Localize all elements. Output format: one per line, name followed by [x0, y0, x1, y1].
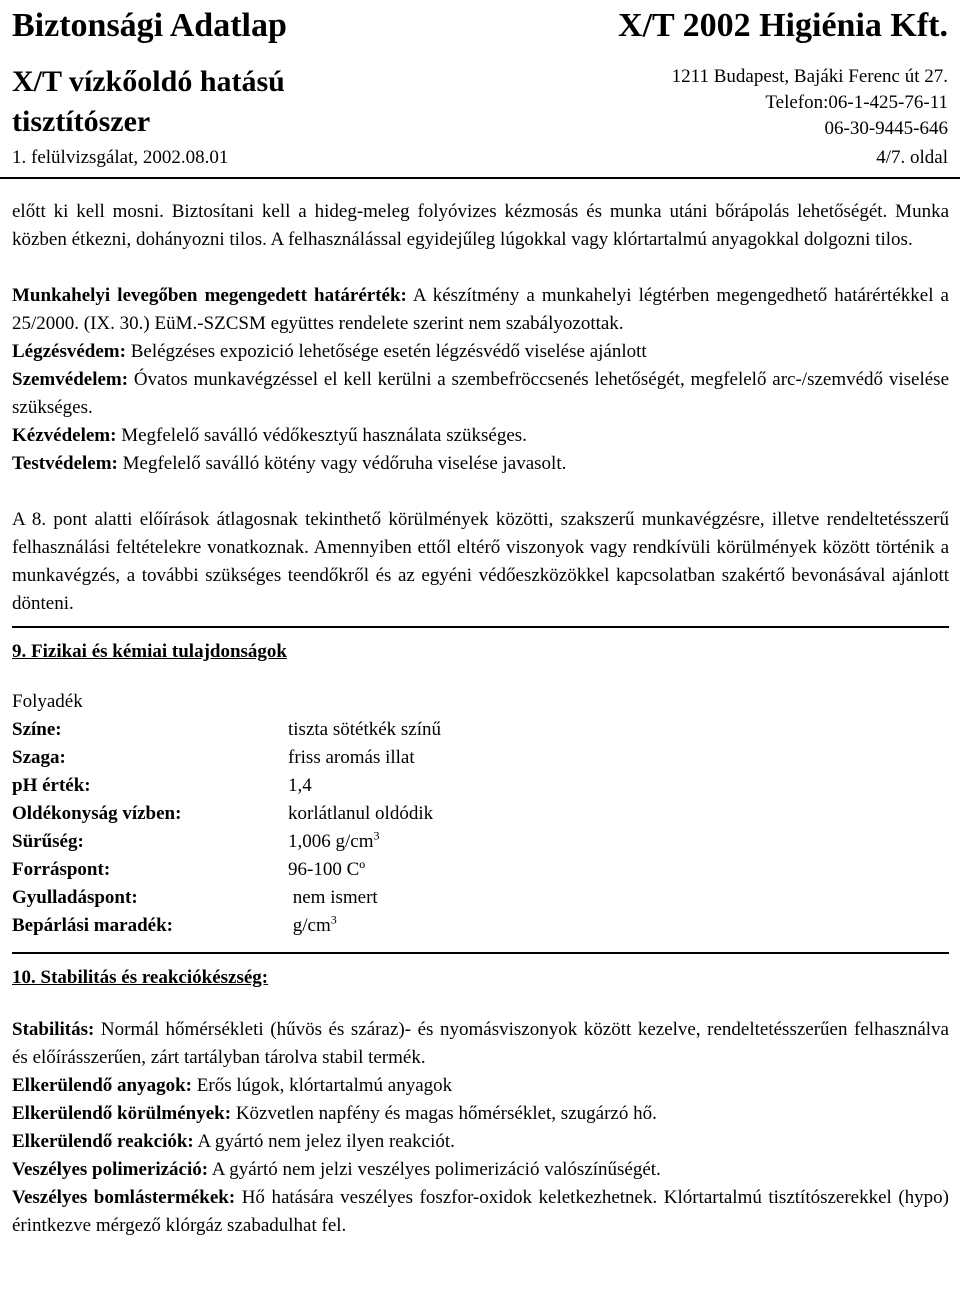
properties-list [12, 716, 949, 940]
section-divider [12, 952, 949, 954]
property-row [12, 828, 949, 856]
avoid-reactions [12, 1128, 949, 1156]
property-label: pH érték: [12, 775, 91, 796]
hand-protection [12, 422, 949, 450]
avoid-conditions [12, 1100, 949, 1128]
polymerization-label: Veszélyes polimerizáció: [12, 1159, 209, 1180]
hand-label: Kézvédelem: [12, 425, 117, 446]
exposure-limit-paragraph [12, 282, 949, 338]
avoid-materials-text: Erős lúgok, klórtartalmú anyagok [192, 1075, 453, 1096]
physical-state: Folyadék [12, 691, 83, 712]
property-value: 1,4 [288, 775, 312, 796]
property-label: Szaga: [12, 747, 66, 768]
product-name [12, 62, 432, 142]
property-label: Sürűség: [12, 831, 84, 852]
property-value: 1,006 $g/cm^3$ [288, 828, 380, 852]
product-name-line1: X/T vízkőoldó hatású [12, 65, 285, 98]
exposure-limit-text: A készítmény a munkahelyi légtérben megengedhető határértékkel a 25/2000. (IX. 30.) EüM.-SZCSM együttes rendelete szerint nem szabályozottak. [12, 285, 949, 334]
product-name-line2: tisztítószer [12, 105, 151, 138]
property-row [12, 716, 949, 744]
section-divider [12, 626, 949, 628]
property-row [12, 744, 949, 772]
company-mobile: 06-30-9445-646 [824, 118, 948, 139]
hand-text: Megfelelő saválló védőkesztyű használata szükséges. [116, 425, 527, 446]
company-contact [672, 64, 948, 142]
hazardous-polymerization [12, 1156, 949, 1184]
property-row [12, 912, 949, 940]
avoid-conditions-text: Közvetlen napfény és magas hőmérséklet, szugárzó hő. [231, 1103, 657, 1124]
body-protection [12, 450, 949, 478]
company-phone: Telefon:06-1-425-76-11 [765, 92, 948, 113]
property-label: Oldékonyság vízben: [12, 803, 182, 824]
property-row [12, 772, 949, 800]
section-10-title: 10. Stabilitás és reakciókészség: [12, 967, 269, 988]
avoid-conditions-label: Elkerülendő körülmények: [12, 1103, 232, 1124]
document-body [12, 198, 949, 1240]
property-label: Gyulladáspont: [12, 887, 138, 908]
hygiene-paragraph: előtt ki kell mosni. Biztosítani kell a hideg-meleg folyóvizes kézmosás és munka utáni bőrápolás lehetőségét. Munka közben étkezni, dohányozni tilos. A felhasználással egyidejűleg lúgokkal vagy klórtartalmú anyagokkal dolgozni tilos. [12, 201, 949, 250]
avoid-materials-label: Elkerülendő anyagok: [12, 1075, 193, 1096]
company-name: X/T 2002 Higiénia Kft. [618, 7, 948, 44]
property-row [12, 856, 949, 884]
decomposition-text: Hő hatására veszélyes foszfor-oxidok keletkezhetnek. Klórtartalmú tisztítószerekkel (hypo) érintkezve mérgező klórgáz szabadulhat fel. [12, 1187, 949, 1236]
document-title: Biztonsági Adatlap [12, 7, 287, 44]
body-label: Testvédelem: [12, 453, 118, 474]
property-row [12, 884, 949, 912]
header-divider [0, 177, 960, 179]
property-value: $g/cm^3$ [288, 912, 337, 936]
property-value: 96-100 Cº [288, 859, 366, 880]
eye-protection [12, 366, 949, 422]
body-text: Megfelelő saválló kötény vagy védőruha viselése javasolt. [117, 453, 567, 474]
property-value: nem ismert [288, 887, 378, 908]
property-value: friss aromás illat [288, 747, 415, 768]
revision-info: 1. felülvizsgálat, 2002.08.01 [12, 147, 229, 168]
page-header [0, 0, 960, 178]
avoid-reactions-label: Elkerülendő reakciók: [12, 1131, 194, 1152]
stability-paragraph [12, 1016, 949, 1072]
exposure-limit-label: Munkahelyi levegőben megengedett határérték: [12, 285, 407, 306]
property-label: Bepárlási maradék: [12, 915, 173, 936]
avoid-reactions-text: A gyártó nem jelez ilyen reakciót. [193, 1131, 455, 1152]
respiratory-protection [12, 338, 949, 366]
property-row [12, 800, 949, 828]
hazardous-decomposition [12, 1184, 949, 1240]
section-9-title: 9. Fizikai és kémiai tulajdonságok [12, 641, 287, 662]
property-label: Színe: [12, 719, 62, 740]
eye-label: Szemvédelem: [12, 369, 129, 390]
eye-text: Óvatos munkavégzéssel el kell kerülni a szembefröccsenés lehetőségét, megfelelő arc-/szemvédő viselése szükséges. [12, 369, 949, 418]
respiratory-text: Belégzéses expozició lehetősége esetén légzésvédő viselése ajánlott [125, 341, 647, 362]
company-address: 1211 Budapest, Bajáki Ferenc út 27. [671, 66, 948, 87]
conditions-paragraph: A 8. pont alatti előírások átlagosnak tekinthető körülmények közötti, szakszerű munkavégzésre, illetve rendeltetésszerű felhasználási feltételekre vonatkoznak. Amennyiben ettől eltérő viszonyok vagy rendkívüli körülmények között történik a munkavégzés, a további szükséges teendőkről és az egyéni védőeszközökkel kapcsolatban szakértő bevonásával ajánlott dönteni. [12, 509, 949, 614]
avoid-materials [12, 1072, 949, 1100]
property-value: korlátlanul oldódik [288, 803, 434, 824]
property-value: tiszta sötétkék színű [288, 719, 442, 740]
polymerization-text: A gyártó nem jelzi veszélyes polimerizáció valószínűségét. [208, 1159, 661, 1180]
respiratory-label: Légzésvédem: [12, 341, 126, 362]
property-label: Forráspont: [12, 859, 111, 880]
page-number: 4/7. oldal [876, 147, 948, 168]
stability-text: Normál hőmérsékleti (hűvös és száraz)- és nyomásviszonyok között kezelve, rendeltetésszerűen felhasználva és előírásszerűen, zárt tartályban tárolva stabil termék. [12, 1019, 949, 1068]
stability-label: Stabilitás: [12, 1019, 95, 1040]
decomposition-label: Veszélyes bomlástermékek: [12, 1187, 236, 1208]
